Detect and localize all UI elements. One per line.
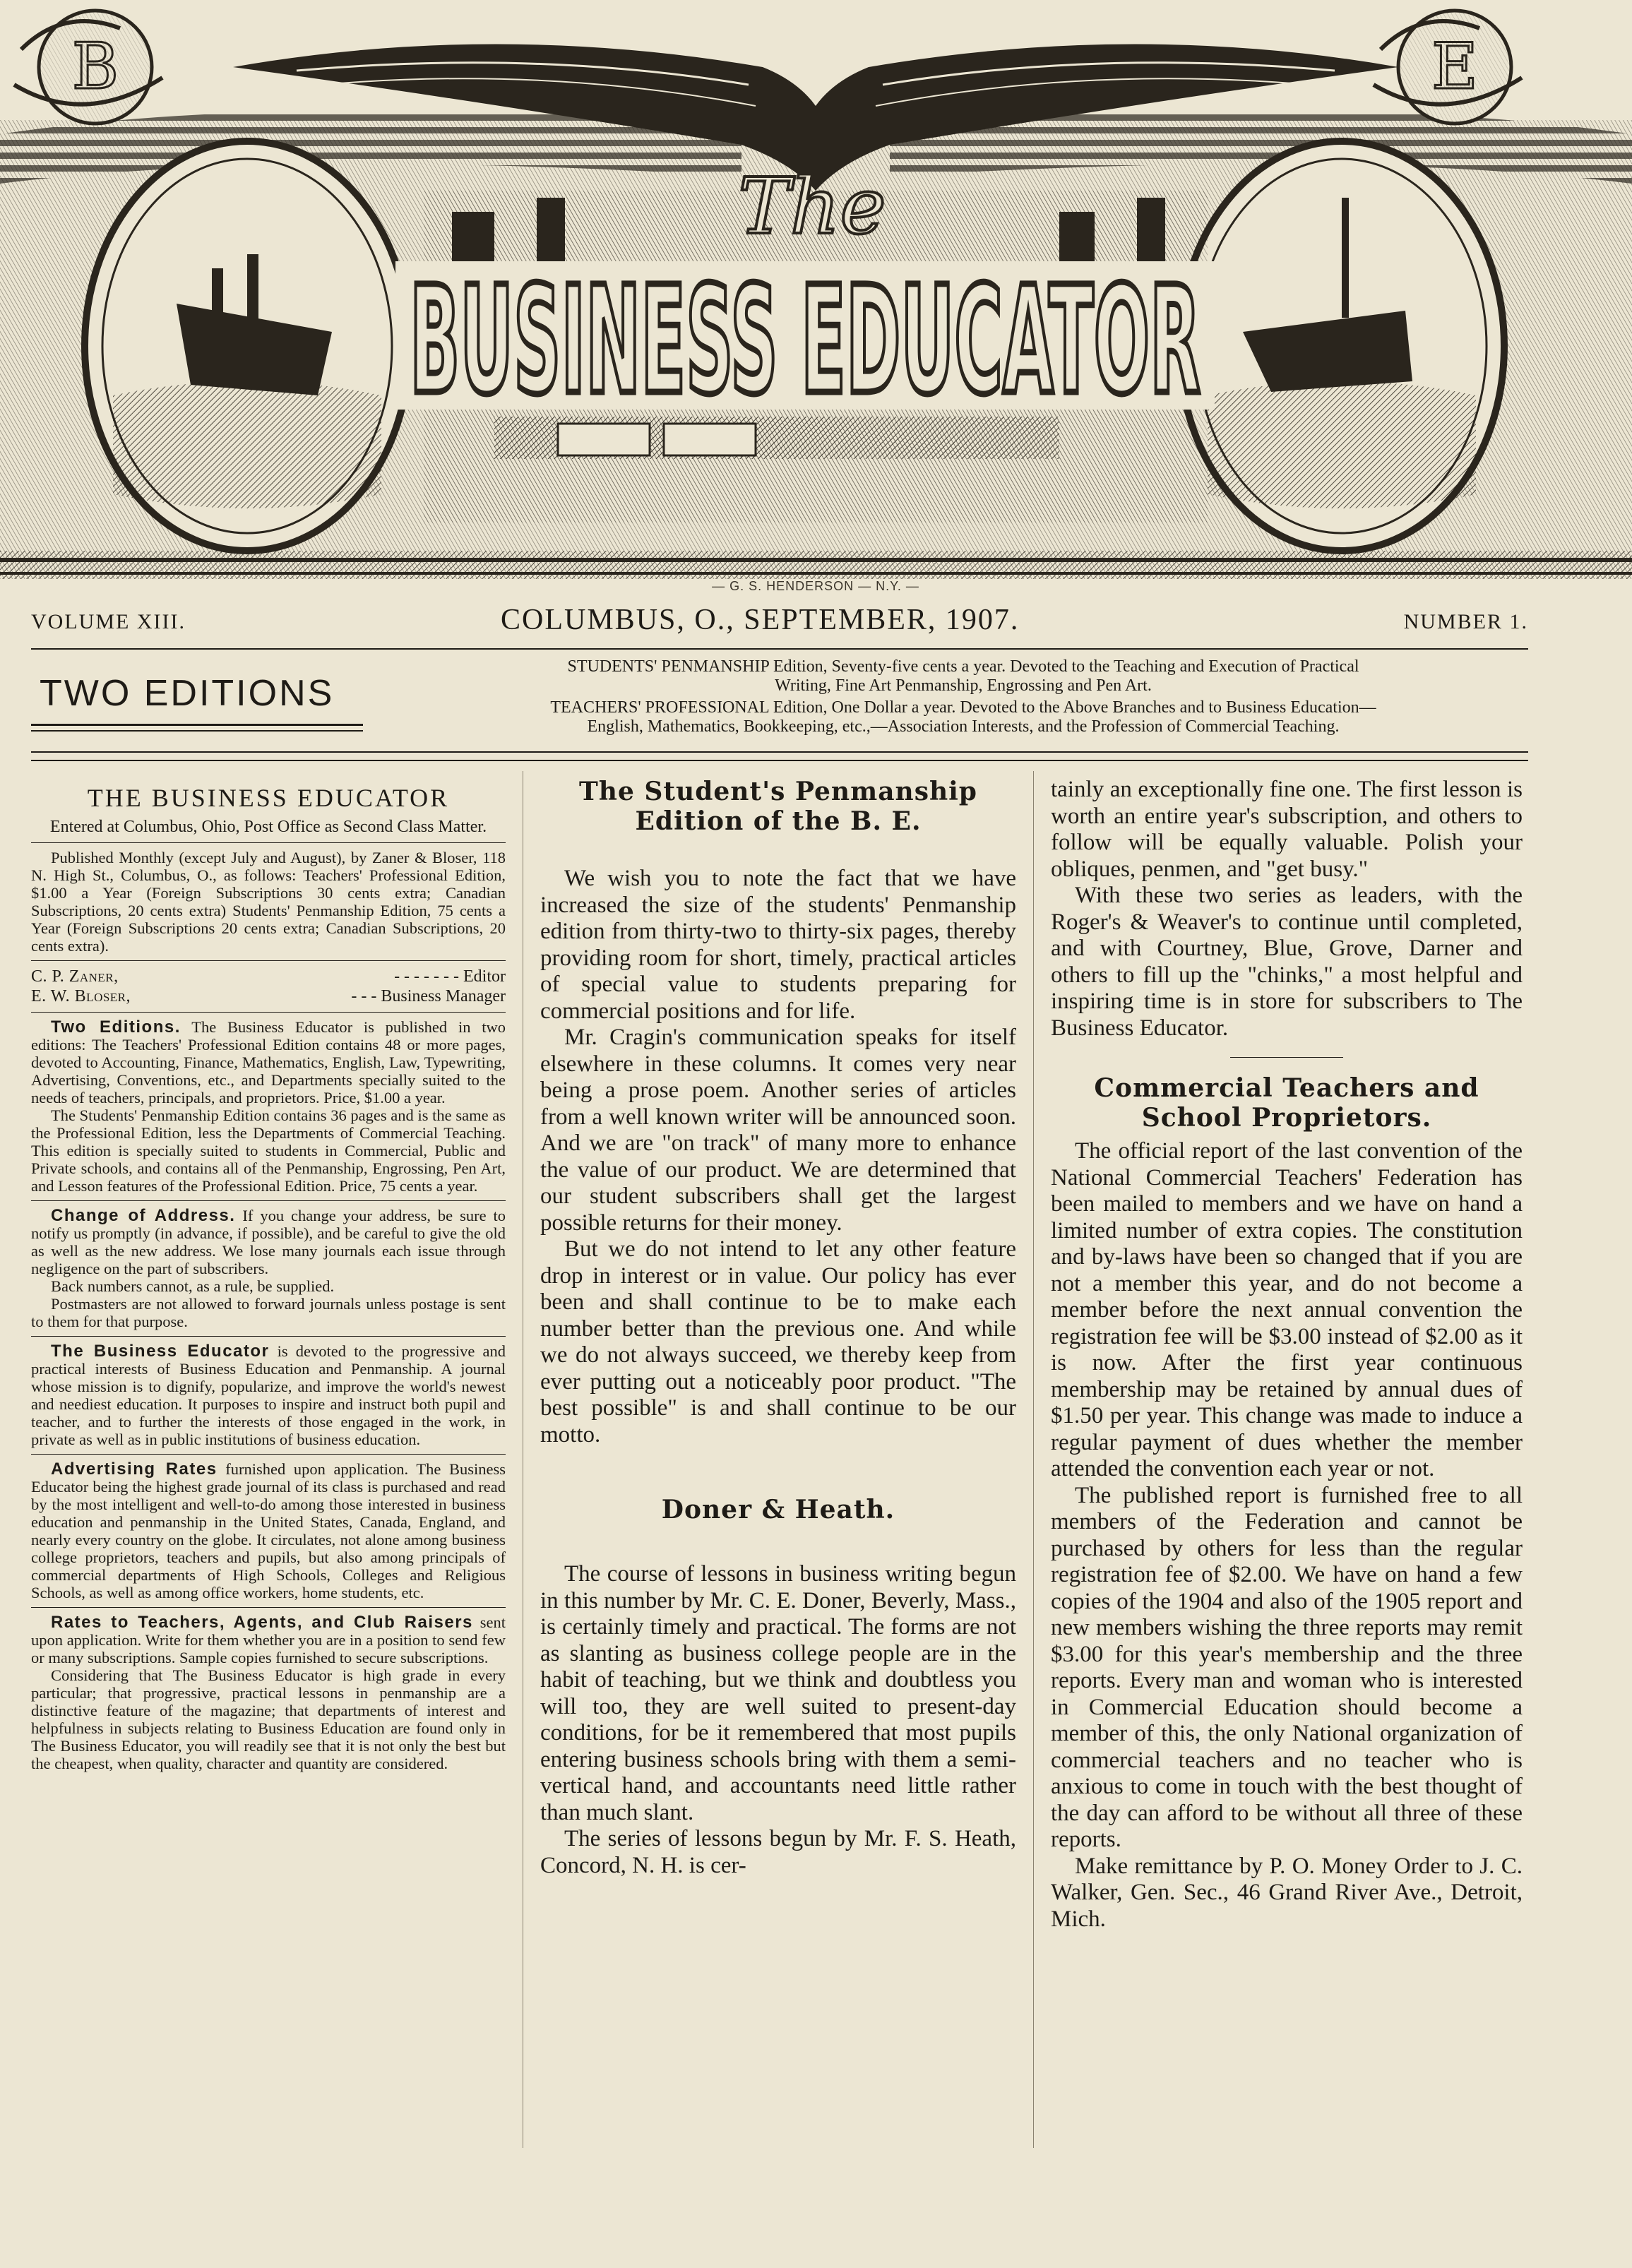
article-heading-doner-heath: Doner & Heath.: [661, 1495, 895, 1524]
devoted-notice-head: The Business Educator: [51, 1342, 270, 1361]
editorial-column-2: [540, 777, 1016, 1879]
divider: [31, 730, 363, 732]
manager-line: [31, 986, 506, 1006]
article-paragraph: With these two series as leaders, with the Roger's & Weaver's to continue until completed, and with Courtney, Blue, Grove, Darner and others to fill up the "chinks," a most helpful and inspiring time is in store for subscribers to The Business Educator.: [1051, 883, 1523, 1041]
article-paragraph: But we do not intend to let any other feature drop in interest or in value. Our policy has ever been and shall continue to be to make each number better than the previous one. And while we do not always succeed, we thereby keep from ever putting out a noticeably poor product. "The best possible" is and shall continue to be our motto.: [540, 1236, 1016, 1448]
rates-notice-text: sent upon application. Write for them whether you are in a position to send few or many subscriptions. Sample copies furnished to secure subscriptions.: [31, 1613, 506, 1666]
manager-name: E. W. Bloser,: [31, 987, 131, 1005]
rates-notice: [31, 1613, 506, 1666]
back-numbers-note: Back numbers cannot, as a rule, be supplied.: [51, 1277, 335, 1295]
article-heading-commercial-teachers: Commercial Teachers and School Proprietors.: [1094, 1073, 1479, 1133]
article-paragraph: Mr. Cragin's communication speaks for itself elsewhere in these columns. It comes very near being a prose poem. Another series of articles from a well known writer will be announced soon. And we are "on track" of many more to enhance the value of our product. We are determined that our student subscribers shall get the largest possible returns for their money.: [540, 1025, 1016, 1236]
divider: [31, 724, 363, 726]
column-divider: [1033, 771, 1034, 2148]
article-paragraph: tainly an exceptionally fine one. The first lesson is worth an entire year's subscription, and others to follow will be equally valuable. Polish your obliques, penmen, and "get busy.": [1051, 777, 1523, 882]
svg-text:E: E: [1431, 30, 1478, 104]
divider: [31, 960, 506, 961]
masthead-engraving: [0, 0, 1632, 586]
divider: [31, 842, 506, 843]
considering-paragraph: Considering that The Business Educator is high grade in every particular; that progressive, practical lessons in penmanship are a distinctive feature of the magazine; that departments of interest and helpfulness in subjects relating to Business Education are found only in The Business Educator, you will readily see that it is not only the best but the cheapest, when quality, character and quantity are considered.: [31, 1666, 506, 1772]
editor-line: [31, 967, 506, 986]
divider: [31, 1336, 506, 1337]
left-medallion-ship-icon: [85, 141, 410, 551]
editor-role: - - - - - - - Editor: [394, 967, 506, 986]
two-editions-notice: [31, 1018, 506, 1106]
divider: [31, 760, 1528, 761]
globe-b-icon: [14, 11, 162, 124]
article-paragraph: The course of lessons in business writing begun in this number by Mr. C. E. Doner, Beverly, Mass., is certainly timely and practical. The forms are not as slanting as business college people are in the habit of teaching, but we think and doubtless you will too, they are well suited to present-day conditions, for be it remembered that most pupils entering business schools bring with them a semi-vertical hand, and accountants need little rather than much slant.: [540, 1561, 1016, 1825]
divider: [1230, 1057, 1343, 1058]
article-paragraph: The official report of the last convention of the National Commercial Teachers' Federation has been mailed to members and we have on hand a limited number of extra copies. The constitution and by-laws have been so changed that if you are not a member this year, and do not become a member before the next annual convention the registration fee will be $3.00 instead of $2.00 as it is now. After the first year continuous membership may be retained by annual dues of $1.50 per year. This change was made to induce a regular payment of dues whether the member attended the convention each year or not.: [1051, 1138, 1523, 1481]
place-date: COLUMBUS, O., SEPTEMBER, 1907.: [501, 604, 1020, 636]
entered-note: Entered at Columbus, Ohio, Post Office as Second Class Matter.: [49, 818, 487, 836]
editorial-column-3: [1051, 777, 1523, 1933]
title-word: The: [738, 161, 886, 251]
publication-notice: Published Monthly (except July and August), by Zaner & Bloser, 118 N. High St., Columbus, O., as follows: Teachers' Professional Edition, $1.00 a Year (Foreign Subscriptions 30 cents extra; Canadian Subscriptions, 20 cents extra) Students' Penmanship Edition, 75 cents a Year (Foreign Subscriptions 20 cents extra; Canadian Subscriptions, 20 cents extra).: [31, 849, 506, 955]
article-paragraph: The series of lessons begun by Mr. F. S. Heath, Concord, N. H. is cer-: [540, 1826, 1016, 1878]
article-heading-penmanship-edition: The Student's Penmanship Edition of the B. E.: [579, 777, 977, 836]
rates-notice-head: Rates to Teachers, Agents, and Club Raisers: [51, 1613, 473, 1632]
divider: [31, 648, 1528, 650]
editor-name: C. P. Zaner,: [31, 967, 119, 986]
advertising-notice-text: furnished upon application. The Business Educator being the highest grade journal of its class is purchased and read by the most intelligent and well-to-do among those interested in business education and penmanship in the United States, Canada, England, and nearly every country on the globe. It circulates, not alone among business college proprietors, teachers and pupils, but also among principals of commercial departments of High Schools, Colleges and Religious Schools, as well as among office workers, home students, etc.: [31, 1460, 506, 1601]
change-of-address: [31, 1207, 506, 1277]
devoted-notice: [31, 1342, 506, 1448]
divider: [31, 751, 1528, 753]
postmasters-note: Postmasters are not allowed to forward journals unless postage is sent to them for that purpose.: [31, 1295, 506, 1330]
journal-title: THE BUSINESS EDUCATOR: [87, 784, 450, 812]
teachers-edition-line1: TEACHERS' PROFESSIONAL Edition, One Dollar a year. Devoted to the Above Branches and to Business Education—: [550, 698, 1376, 717]
change-of-address-head: Change of Address.: [51, 1206, 236, 1225]
masthead-title: BUSINESS EDUCATOR: [410, 254, 1201, 427]
divider: [31, 1607, 506, 1608]
article-paragraph: The published report is furnished free to all members of the Federation and cannot be purchased by others for less than the regular registration fee of $2.00. We have on hand a few copies of the 1904 and also of the 1905 report and new members wishing the three reports may remit $3.00 for this year's membership and the three reports. Every man and woman who is interested in Commercial Education should become a member of this, the only National organization of commercial teachers and no teacher who is anxious to come in touch with the best thought of the day can afford to be without all three of these reports.: [1051, 1482, 1523, 1852]
two-editions-heading: TWO EDITIONS: [40, 673, 335, 714]
masthead-column: [31, 777, 506, 1772]
devoted-notice-text: is devoted to the progressive and practical interests of Business Education and Penmanship. A journal whose mission is to dignify, popularize, and improve the world's newest and neediest education. It purposes to inspire and instruct both pupil and teacher, and to further the interests of those engaged in the work, in private as well as in public institutions of business education.: [31, 1342, 506, 1448]
two-editions-notice-head: Two Editions.: [51, 1017, 181, 1037]
divider: [31, 1012, 506, 1013]
two-editions-notice-text: The Business Educator is published in two editions: The Teachers' Professional Edition contains 48 or more pages, devoted to Accounting, Finance, Mathematics, English, Law, Typewriting, Advertising, Conventions, etc., and Departments specially suited to the needs of teachers, principals, and proprietors. Price, $1.00 a year.: [31, 1018, 506, 1106]
teachers-edition-line2: English, Mathematics, Bookkeeping, etc.,—Association Interests, and the Profession of Commercial Teaching.: [587, 717, 1340, 736]
divider: [31, 1454, 506, 1455]
students-edition-line1: STUDENTS' PENMANSHIP Edition, Seventy-five cents a year. Devoted to the Teaching and Execution of Practical: [567, 657, 1359, 676]
two-editions-notice-2: The Students' Penmanship Edition contains 36 pages and is the same as the Professional Edition, less the Departments of Commercial Teaching. This edition is specially suited to students in Commercial, Public and Private schools, and contains all of the Penmanship, Engrossing, Pen Art, and Lesson features of the Professional Edition. Price, 75 cents a year.: [31, 1106, 506, 1195]
dateline: [31, 606, 1528, 640]
issue-number: NUMBER 1.: [1403, 610, 1528, 633]
advertising-notice-head: Advertising Rates: [51, 1460, 218, 1479]
article-paragraph: We wish you to note the fact that we have increased the size of the students' Penmanship edition from thirty-two to thirty-six pages, thereby providing room for short, timely, practical articles of special value to students preparing for commercial positions and for life.: [540, 866, 1016, 1024]
divider: [31, 1200, 506, 1201]
svg-text:B: B: [71, 30, 119, 104]
manager-role: - - - Business Manager: [351, 987, 506, 1005]
students-edition-line2: Writing, Fine Art Penmanship, Engrossing and Pen Art.: [775, 676, 1152, 695]
advertising-notice: [31, 1460, 506, 1601]
engraver-credit: — G. S. HENDERSON — N.Y. —: [712, 579, 919, 593]
article-paragraph: Make remittance by P. O. Money Order to J. C. Walker, Gen. Sec., 46 Grand River Ave., Detroit, Mich.: [1051, 1853, 1523, 1932]
right-medallion-ship-icon: [1179, 141, 1504, 551]
change-of-address-text: If you change your address, be sure to notify us promptly (in advance, if possible), and be careful to give the old as well as the new address. We lose many journals each issue through negligence on the part of subscribers.: [31, 1207, 506, 1277]
volume-label: VOLUME XIII.: [31, 610, 186, 633]
editions-banner: [31, 657, 1528, 743]
